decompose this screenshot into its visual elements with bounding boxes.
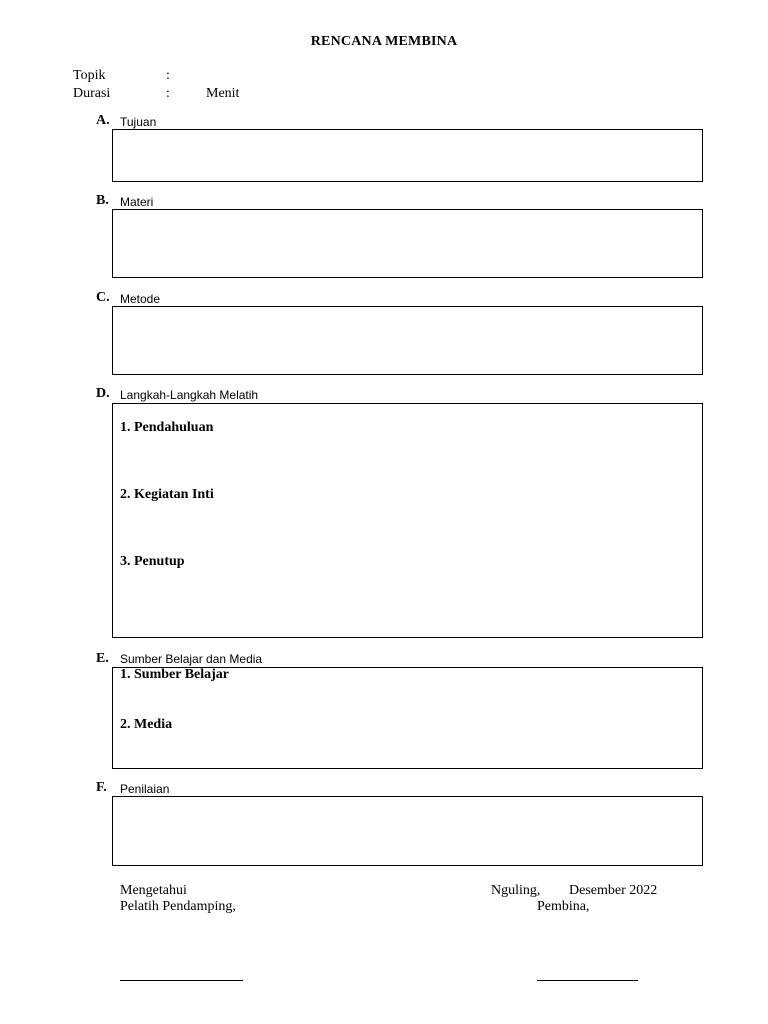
langkah-item-pendahuluan: 1. Pendahuluan bbox=[120, 420, 214, 435]
section-c-letter: C. bbox=[96, 290, 110, 305]
topik-label: Topik bbox=[73, 68, 106, 83]
sumber-item-media: 2. Media bbox=[120, 717, 173, 732]
metode-box[interactable] bbox=[112, 306, 703, 375]
sig-pelatih-pendamping: Pelatih Pendamping, bbox=[120, 899, 236, 914]
section-f-label: Penilaian bbox=[120, 782, 170, 796]
langkah-item-penutup: 3. Penutup bbox=[120, 554, 185, 569]
sig-date: Desember 2022 bbox=[569, 883, 658, 898]
section-d-letter: D. bbox=[96, 386, 110, 401]
section-b-label: Materi bbox=[120, 195, 154, 209]
section-a-letter: A. bbox=[96, 113, 110, 128]
section-a-label: Tujuan bbox=[120, 115, 157, 129]
tujuan-box[interactable] bbox=[112, 129, 703, 182]
section-c-label: Metode bbox=[120, 292, 161, 306]
langkah-item-kegiatan-inti: 2. Kegiatan Inti bbox=[120, 487, 214, 502]
section-f-letter: F. bbox=[96, 780, 107, 795]
materi-box[interactable] bbox=[112, 209, 703, 278]
page-title: RENCANA MEMBINA bbox=[310, 34, 458, 49]
durasi-unit: Menit bbox=[206, 86, 240, 101]
sig-mengetahui: Mengetahui bbox=[120, 883, 187, 898]
penilaian-box[interactable] bbox=[112, 796, 703, 866]
section-b-letter: B. bbox=[96, 193, 109, 208]
sig-pembina: Pembina, bbox=[537, 899, 590, 914]
section-d-label: Langkah-Langkah Melatih bbox=[120, 388, 259, 402]
sumber-item-sumber-belajar: 1. Sumber Belajar bbox=[120, 667, 230, 682]
langkah-box[interactable] bbox=[112, 403, 703, 638]
signature-line-left bbox=[120, 980, 243, 981]
durasi-label: Durasi bbox=[73, 86, 111, 101]
sig-place: Nguling, bbox=[491, 883, 541, 898]
topik-colon: : bbox=[166, 68, 170, 83]
durasi-colon: : bbox=[166, 86, 170, 101]
section-e-letter: E. bbox=[96, 651, 109, 666]
signature-line-right bbox=[537, 980, 638, 981]
section-e-label: Sumber Belajar dan Media bbox=[120, 652, 263, 666]
